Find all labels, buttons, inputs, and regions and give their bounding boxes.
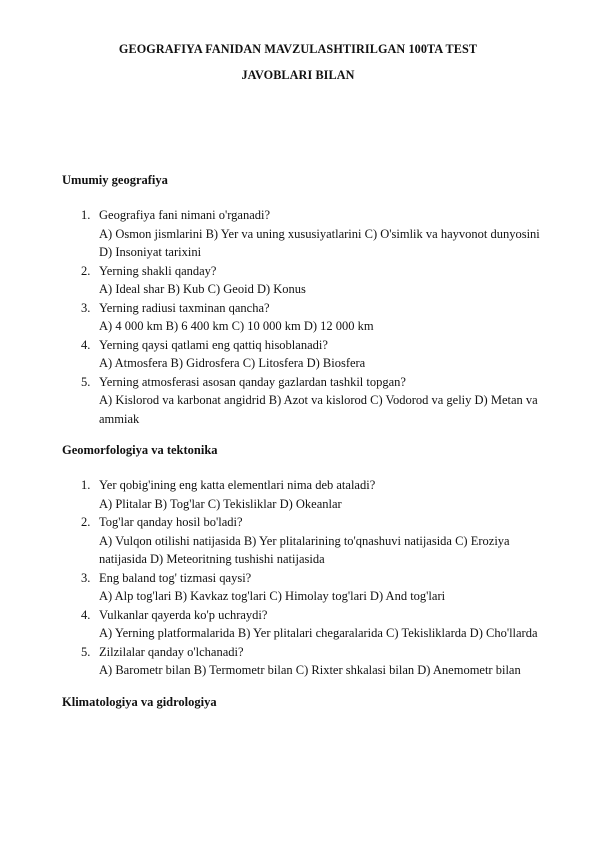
answer-options: A) Ideal shar B) Kub C) Geoid D) Konus xyxy=(99,282,306,296)
answer-options: A) Plitalar B) Tog'lar C) Tekisliklar D) Okeanlar xyxy=(99,496,342,511)
answer-options: A) 4 000 km B) 6 400 km C) 10 000 km D) 12 000 km xyxy=(99,319,374,333)
question-number: 4. xyxy=(81,607,91,622)
section-heading: Klimatologiya va gidrologiya xyxy=(62,694,217,709)
question-text: Tog'lar qanday hosil bo'ladi? xyxy=(99,515,243,529)
question-number: 3. xyxy=(81,300,91,315)
section-heading: Umumiy geografiya xyxy=(62,173,168,187)
document-title-line-2: JAVOBLARI BILAN xyxy=(241,68,355,82)
question-item xyxy=(62,373,542,429)
question-item xyxy=(62,336,542,373)
document-content xyxy=(62,172,542,710)
document-title-line-1: GEOGRAFIYA FANIDAN MAVZULASHTIRILGAN 100TA TEST xyxy=(118,42,478,56)
question-text: Yerning qaysi qatlami eng qattiq hisoblanadi? xyxy=(99,337,328,352)
question-number: 3. xyxy=(81,570,91,585)
question-number: 2. xyxy=(81,263,91,278)
answer-options: A) Atmosfera B) Gidrosfera C) Litosfera D) Biosfera xyxy=(99,356,366,370)
answer-options: A) Barometr bilan B) Termometr bilan C) Rixter shkalasi bilan D) Anemometr bilan xyxy=(99,663,521,677)
question-number: 5. xyxy=(81,374,91,389)
question-text: Eng baland tog' tizmasi qaysi? xyxy=(99,570,252,585)
question-text: Yerning atmosferasi asosan qanday gazlardan tashkil topgan? xyxy=(99,374,406,389)
question-text: Vulkanlar qayerda ko'p uchraydi? xyxy=(99,607,268,622)
question-text: Geografiya fani nimani o'rganadi? xyxy=(99,208,271,222)
question-list xyxy=(62,476,542,680)
question-text: Zilzilalar qanday o'lchanadi? xyxy=(99,644,244,659)
question-item xyxy=(62,206,542,262)
answer-options: A) Kislorod va karbonat angidrid B) Azot va kislorod C) Vodorod va geliy D) Metan va ammiak xyxy=(99,393,538,426)
question-item xyxy=(62,643,542,680)
question-item xyxy=(62,262,542,299)
question-text: Yer qobig'ining eng katta elementlari nima deb ataladi? xyxy=(99,478,376,492)
question-number: 2. xyxy=(81,515,91,529)
question-item xyxy=(62,476,542,513)
answer-options: A) Osmon jismlarini B) Yer va uning xususiyatlarini C) O'simlik va hayvonot dunyosini D) Insoniyat tarixini xyxy=(99,226,540,259)
section-klimatologiya-va-gidrologiya xyxy=(62,694,542,710)
question-number: 1. xyxy=(81,208,91,222)
section-heading: Geomorfologiya va tektonika xyxy=(62,443,218,457)
question-item xyxy=(62,606,542,643)
section-umumiy-geografiya xyxy=(62,172,542,428)
question-item xyxy=(62,299,542,336)
question-item xyxy=(62,513,542,569)
question-text: Yerning shakli qanday? xyxy=(99,263,217,278)
question-number: 4. xyxy=(81,337,91,352)
answer-options: A) Alp tog'lari B) Kavkaz tog'lari C) Himolay tog'lari D) And tog'lari xyxy=(99,589,446,603)
section-geomorfologiya-va-tektonika xyxy=(62,442,542,680)
question-item xyxy=(62,569,542,606)
question-list xyxy=(62,206,542,428)
question-number: 1. xyxy=(81,478,91,492)
answer-options: A) Yerning platformalarida B) Yer plitalari chegaralarida C) Tekisliklarda D) Cho'llarda xyxy=(99,626,538,640)
question-number: 5. xyxy=(81,644,91,659)
answer-options: A) Vulqon otilishi natijasida B) Yer plitalarining to'qnashuvi natijasida C) Eroziya natijasida D) Meteoritning tushishi natijasida xyxy=(99,533,510,566)
question-text: Yerning radiusi taxminan qancha? xyxy=(99,300,270,315)
